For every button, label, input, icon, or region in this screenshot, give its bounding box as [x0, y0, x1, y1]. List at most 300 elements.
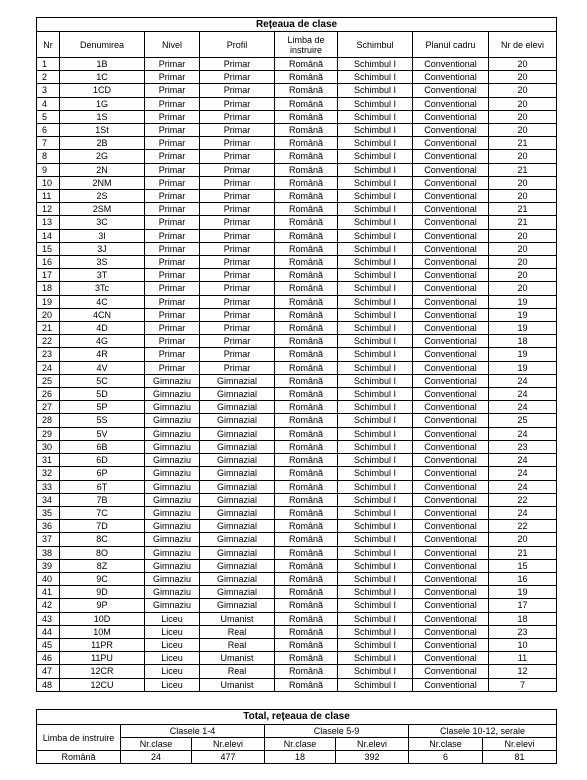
row-nr-cell: 46 [37, 652, 60, 665]
student-count-cell: 24 [489, 374, 557, 387]
student-count-cell: 20 [489, 229, 557, 242]
profile-cell: Primar [200, 176, 275, 189]
class-name-cell: 9D [60, 586, 145, 599]
table-row [37, 150, 557, 163]
profile-cell: Primar [200, 150, 275, 163]
language-cell: Română [275, 520, 338, 533]
row-nr-cell: 44 [37, 625, 60, 638]
table-row [37, 506, 557, 519]
class-name-cell: 10M [60, 625, 145, 638]
total-students-1-4: 477 [192, 751, 265, 764]
row-nr-cell: 5 [37, 110, 60, 123]
language-cell: Română [275, 414, 338, 427]
class-name-cell: 1St [60, 124, 145, 137]
student-count-cell: 12 [489, 665, 557, 678]
plan-cell: Conventional [413, 533, 489, 546]
student-count-cell: 10 [489, 638, 557, 651]
profile-cell: Gimnazial [200, 586, 275, 599]
row-nr-cell: 13 [37, 216, 60, 229]
table-row [37, 493, 557, 506]
table-row [37, 454, 557, 467]
class-name-cell: 1G [60, 97, 145, 110]
level-cell: Primar [145, 97, 200, 110]
class-name-cell: 9C [60, 572, 145, 585]
level-cell: Primar [145, 295, 200, 308]
table-row [37, 282, 557, 295]
row-nr-cell: 11 [37, 190, 60, 203]
sub-header-classes: Nr.clase [265, 738, 336, 751]
class-name-cell: 5C [60, 374, 145, 387]
profile-cell: Primar [200, 256, 275, 269]
row-nr-cell: 39 [37, 559, 60, 572]
total-classes-1-4: 24 [121, 751, 192, 764]
class-name-cell: 3S [60, 256, 145, 269]
student-count-cell: 20 [489, 533, 557, 546]
sub-header-classes: Nr.clase [121, 738, 192, 751]
total-students-10-12: 81 [483, 751, 557, 764]
level-cell: Primar [145, 150, 200, 163]
row-nr-cell: 28 [37, 414, 60, 427]
row-nr-cell: 40 [37, 572, 60, 585]
table-row [37, 572, 557, 585]
profile-cell: Gimnazial [200, 559, 275, 572]
level-cell: Liceu [145, 612, 200, 625]
class-name-cell: 12CU [60, 678, 145, 691]
profile-cell: Primar [200, 335, 275, 348]
profile-cell: Gimnazial [200, 374, 275, 387]
total-row [37, 751, 557, 764]
language-cell: Română [275, 308, 338, 321]
level-cell: Primar [145, 229, 200, 242]
shift-cell: Schimbul I [338, 163, 413, 176]
plan-cell: Conventional [413, 467, 489, 480]
table-row [37, 401, 557, 414]
class-name-cell: 4V [60, 361, 145, 374]
student-count-cell: 20 [489, 269, 557, 282]
level-cell: Gimnaziu [145, 520, 200, 533]
shift-cell: Schimbul I [338, 295, 413, 308]
level-cell: Liceu [145, 652, 200, 665]
level-cell: Gimnaziu [145, 374, 200, 387]
class-name-cell: 7C [60, 506, 145, 519]
row-nr-cell: 12 [37, 203, 60, 216]
table-row [37, 203, 557, 216]
profile-cell: Real [200, 638, 275, 651]
shift-cell: Schimbul I [338, 414, 413, 427]
table-row [37, 388, 557, 401]
profile-cell: Primar [200, 71, 275, 84]
plan-cell: Conventional [413, 440, 489, 453]
plan-cell: Conventional [413, 625, 489, 638]
table-row [37, 295, 557, 308]
class-name-cell: 4G [60, 335, 145, 348]
class-name-cell: 5P [60, 401, 145, 414]
shift-cell: Schimbul I [338, 559, 413, 572]
table-row [37, 678, 557, 691]
class-name-cell: 2N [60, 163, 145, 176]
student-count-cell: 24 [489, 467, 557, 480]
profile-cell: Gimnazial [200, 427, 275, 440]
table-row [37, 124, 557, 137]
student-count-cell: 11 [489, 652, 557, 665]
class-name-cell: 5V [60, 427, 145, 440]
student-count-cell: 20 [489, 282, 557, 295]
plan-cell: Conventional [413, 599, 489, 612]
total-language-header: Limba de instruire [37, 725, 121, 751]
student-count-cell: 20 [489, 176, 557, 189]
profile-cell: Primar [200, 308, 275, 321]
language-cell: Română [275, 374, 338, 387]
header-nr: Nr [37, 32, 60, 58]
level-cell: Primar [145, 216, 200, 229]
row-nr-cell: 16 [37, 256, 60, 269]
student-count-cell: 7 [489, 678, 557, 691]
level-cell: Liceu [145, 665, 200, 678]
class-name-cell: 5S [60, 414, 145, 427]
table-row [37, 242, 557, 255]
row-nr-cell: 2 [37, 71, 60, 84]
plan-cell: Conventional [413, 678, 489, 691]
level-cell: Primar [145, 71, 200, 84]
plan-cell: Conventional [413, 612, 489, 625]
row-nr-cell: 25 [37, 374, 60, 387]
shift-cell: Schimbul I [338, 176, 413, 189]
row-nr-cell: 22 [37, 335, 60, 348]
shift-cell: Schimbul I [338, 401, 413, 414]
shift-cell: Schimbul I [338, 533, 413, 546]
profile-cell: Primar [200, 190, 275, 203]
student-count-cell: 24 [489, 480, 557, 493]
student-count-cell: 24 [489, 506, 557, 519]
language-cell: Română [275, 506, 338, 519]
level-cell: Primar [145, 361, 200, 374]
plan-cell: Conventional [413, 163, 489, 176]
shift-cell: Schimbul I [338, 229, 413, 242]
table-row [37, 269, 557, 282]
class-name-cell: 10D [60, 612, 145, 625]
header-language: Limba de instruire [275, 32, 338, 58]
level-cell: Primar [145, 348, 200, 361]
plan-cell: Conventional [413, 335, 489, 348]
shift-cell: Schimbul I [338, 150, 413, 163]
student-count-cell: 20 [489, 242, 557, 255]
shift-cell: Schimbul I [338, 454, 413, 467]
plan-cell: Conventional [413, 638, 489, 651]
language-cell: Română [275, 440, 338, 453]
student-count-cell: 15 [489, 559, 557, 572]
language-cell: Română [275, 216, 338, 229]
profile-cell: Primar [200, 269, 275, 282]
language-cell: Română [275, 190, 338, 203]
plan-cell: Conventional [413, 295, 489, 308]
profile-cell: Primar [200, 97, 275, 110]
class-name-cell: 11PU [60, 652, 145, 665]
level-cell: Primar [145, 124, 200, 137]
student-count-cell: 20 [489, 58, 557, 71]
table-row [37, 652, 557, 665]
language-cell: Română [275, 163, 338, 176]
sub-header-students: Nr.elevi [192, 738, 265, 751]
language-cell: Română [275, 282, 338, 295]
class-name-cell: 1CD [60, 84, 145, 97]
plan-cell: Conventional [413, 190, 489, 203]
row-nr-cell: 20 [37, 308, 60, 321]
table-row [37, 137, 557, 150]
level-cell: Gimnaziu [145, 533, 200, 546]
profile-cell: Umanist [200, 612, 275, 625]
shift-cell: Schimbul I [338, 58, 413, 71]
table-row [37, 546, 557, 559]
language-cell: Română [275, 84, 338, 97]
shift-cell: Schimbul I [338, 625, 413, 638]
student-count-cell: 21 [489, 163, 557, 176]
student-count-cell: 19 [489, 308, 557, 321]
table-row [37, 256, 557, 269]
profile-cell: Gimnazial [200, 388, 275, 401]
row-nr-cell: 30 [37, 440, 60, 453]
class-network-title: Rețeaua de clase [37, 18, 557, 32]
shift-cell: Schimbul I [338, 256, 413, 269]
row-nr-cell: 18 [37, 282, 60, 295]
student-count-cell: 25 [489, 414, 557, 427]
table-row [37, 480, 557, 493]
row-nr-cell: 7 [37, 137, 60, 150]
profile-cell: Gimnazial [200, 599, 275, 612]
plan-cell: Conventional [413, 269, 489, 282]
plan-cell: Conventional [413, 110, 489, 123]
level-cell: Primar [145, 335, 200, 348]
row-nr-cell: 41 [37, 586, 60, 599]
level-cell: Gimnaziu [145, 546, 200, 559]
level-cell: Primar [145, 137, 200, 150]
table-row [37, 348, 557, 361]
level-cell: Primar [145, 163, 200, 176]
class-name-cell: 7B [60, 493, 145, 506]
table-row [37, 176, 557, 189]
language-cell: Română [275, 493, 338, 506]
shift-cell: Schimbul I [338, 440, 413, 453]
profile-cell: Primar [200, 322, 275, 335]
class-name-cell: 3Tc [60, 282, 145, 295]
plan-cell: Conventional [413, 84, 489, 97]
group-header-10-12: Clasele 10-12, serale [409, 725, 557, 738]
sub-header-students: Nr.elevi [483, 738, 557, 751]
language-cell: Română [275, 467, 338, 480]
table-row [37, 612, 557, 625]
student-count-cell: 23 [489, 440, 557, 453]
row-nr-cell: 8 [37, 150, 60, 163]
plan-cell: Conventional [413, 374, 489, 387]
plan-cell: Conventional [413, 414, 489, 427]
class-name-cell: 8O [60, 546, 145, 559]
profile-cell: Primar [200, 242, 275, 255]
plan-cell: Conventional [413, 361, 489, 374]
shift-cell: Schimbul I [338, 546, 413, 559]
plan-cell: Conventional [413, 150, 489, 163]
level-cell: Primar [145, 322, 200, 335]
plan-cell: Conventional [413, 71, 489, 84]
table-row [37, 97, 557, 110]
plan-cell: Conventional [413, 322, 489, 335]
level-cell: Gimnaziu [145, 599, 200, 612]
language-cell: Română [275, 58, 338, 71]
row-nr-cell: 10 [37, 176, 60, 189]
plan-cell: Conventional [413, 520, 489, 533]
student-count-cell: 19 [489, 322, 557, 335]
row-nr-cell: 29 [37, 427, 60, 440]
table-row [37, 440, 557, 453]
shift-cell: Schimbul I [338, 110, 413, 123]
level-cell: Gimnaziu [145, 388, 200, 401]
plan-cell: Conventional [413, 586, 489, 599]
shift-cell: Schimbul I [338, 612, 413, 625]
row-nr-cell: 37 [37, 533, 60, 546]
shift-cell: Schimbul I [338, 599, 413, 612]
plan-cell: Conventional [413, 480, 489, 493]
class-name-cell: 2SM [60, 203, 145, 216]
level-cell: Primar [145, 58, 200, 71]
table-row [37, 216, 557, 229]
student-count-cell: 21 [489, 137, 557, 150]
language-cell: Română [275, 625, 338, 638]
level-cell: Gimnaziu [145, 414, 200, 427]
language-cell: Română [275, 335, 338, 348]
profile-cell: Gimnazial [200, 572, 275, 585]
shift-cell: Schimbul I [338, 467, 413, 480]
level-cell: Liceu [145, 678, 200, 691]
shift-cell: Schimbul I [338, 335, 413, 348]
profile-cell: Primar [200, 229, 275, 242]
shift-cell: Schimbul I [338, 137, 413, 150]
student-count-cell: 19 [489, 295, 557, 308]
student-count-cell: 20 [489, 84, 557, 97]
class-name-cell: 6P [60, 467, 145, 480]
level-cell: Primar [145, 256, 200, 269]
level-cell: Gimnaziu [145, 572, 200, 585]
language-cell: Română [275, 678, 338, 691]
table-row [37, 625, 557, 638]
level-cell: Gimnaziu [145, 493, 200, 506]
profile-cell: Primar [200, 58, 275, 71]
level-cell: Primar [145, 84, 200, 97]
table-row [37, 322, 557, 335]
shift-cell: Schimbul I [338, 506, 413, 519]
shift-cell: Schimbul I [338, 203, 413, 216]
profile-cell: Primar [200, 110, 275, 123]
class-name-cell: 8C [60, 533, 145, 546]
profile-cell: Primar [200, 203, 275, 216]
shift-cell: Schimbul I [338, 308, 413, 321]
plan-cell: Conventional [413, 665, 489, 678]
profile-cell: Primar [200, 137, 275, 150]
row-nr-cell: 3 [37, 84, 60, 97]
student-count-cell: 19 [489, 361, 557, 374]
group-header-5-9: Clasele 5-9 [265, 725, 409, 738]
student-count-cell: 20 [489, 190, 557, 203]
shift-cell: Schimbul I [338, 493, 413, 506]
plan-cell: Conventional [413, 559, 489, 572]
student-count-cell: 18 [489, 335, 557, 348]
table-row [37, 335, 557, 348]
level-cell: Gimnaziu [145, 467, 200, 480]
plan-cell: Conventional [413, 137, 489, 150]
plan-cell: Conventional [413, 546, 489, 559]
profile-cell: Gimnazial [200, 506, 275, 519]
header-shift: Schimbul [338, 32, 413, 58]
class-name-cell: 1B [60, 58, 145, 71]
profile-cell: Umanist [200, 652, 275, 665]
profile-cell: Gimnazial [200, 493, 275, 506]
profile-cell: Gimnazial [200, 454, 275, 467]
class-name-cell: 2G [60, 150, 145, 163]
shift-cell: Schimbul I [338, 348, 413, 361]
class-name-cell: 7D [60, 520, 145, 533]
profile-cell: Real [200, 665, 275, 678]
row-nr-cell: 34 [37, 493, 60, 506]
student-count-cell: 23 [489, 625, 557, 638]
student-count-cell: 22 [489, 493, 557, 506]
language-cell: Română [275, 401, 338, 414]
student-count-cell: 18 [489, 612, 557, 625]
plan-cell: Conventional [413, 308, 489, 321]
profile-cell: Primar [200, 282, 275, 295]
language-cell: Română [275, 242, 338, 255]
student-count-cell: 20 [489, 256, 557, 269]
level-cell: Liceu [145, 625, 200, 638]
level-cell: Primar [145, 176, 200, 189]
row-nr-cell: 24 [37, 361, 60, 374]
table-row [37, 71, 557, 84]
language-cell: Română [275, 388, 338, 401]
table-row [37, 665, 557, 678]
table-row [37, 374, 557, 387]
table-row [37, 533, 557, 546]
plan-cell: Conventional [413, 256, 489, 269]
plan-cell: Conventional [413, 216, 489, 229]
plan-cell: Conventional [413, 176, 489, 189]
profile-cell: Primar [200, 295, 275, 308]
level-cell: Gimnaziu [145, 440, 200, 453]
row-nr-cell: 47 [37, 665, 60, 678]
plan-cell: Conventional [413, 97, 489, 110]
shift-cell: Schimbul I [338, 190, 413, 203]
shift-cell: Schimbul I [338, 374, 413, 387]
language-cell: Română [275, 256, 338, 269]
class-name-cell: 2NM [60, 176, 145, 189]
profile-cell: Umanist [200, 678, 275, 691]
student-count-cell: 22 [489, 520, 557, 533]
level-cell: Primar [145, 190, 200, 203]
plan-cell: Conventional [413, 454, 489, 467]
row-nr-cell: 17 [37, 269, 60, 282]
plan-cell: Conventional [413, 652, 489, 665]
student-count-cell: 24 [489, 454, 557, 467]
table-row [37, 427, 557, 440]
row-nr-cell: 4 [37, 97, 60, 110]
row-nr-cell: 35 [37, 506, 60, 519]
row-nr-cell: 27 [37, 401, 60, 414]
profile-cell: Primar [200, 84, 275, 97]
sub-header-students: Nr.elevi [336, 738, 409, 751]
student-count-cell: 20 [489, 110, 557, 123]
plan-cell: Conventional [413, 282, 489, 295]
student-count-cell: 21 [489, 203, 557, 216]
student-count-cell: 21 [489, 216, 557, 229]
language-cell: Română [275, 269, 338, 282]
table-row [37, 163, 557, 176]
language-cell: Română [275, 176, 338, 189]
profile-cell: Gimnazial [200, 480, 275, 493]
